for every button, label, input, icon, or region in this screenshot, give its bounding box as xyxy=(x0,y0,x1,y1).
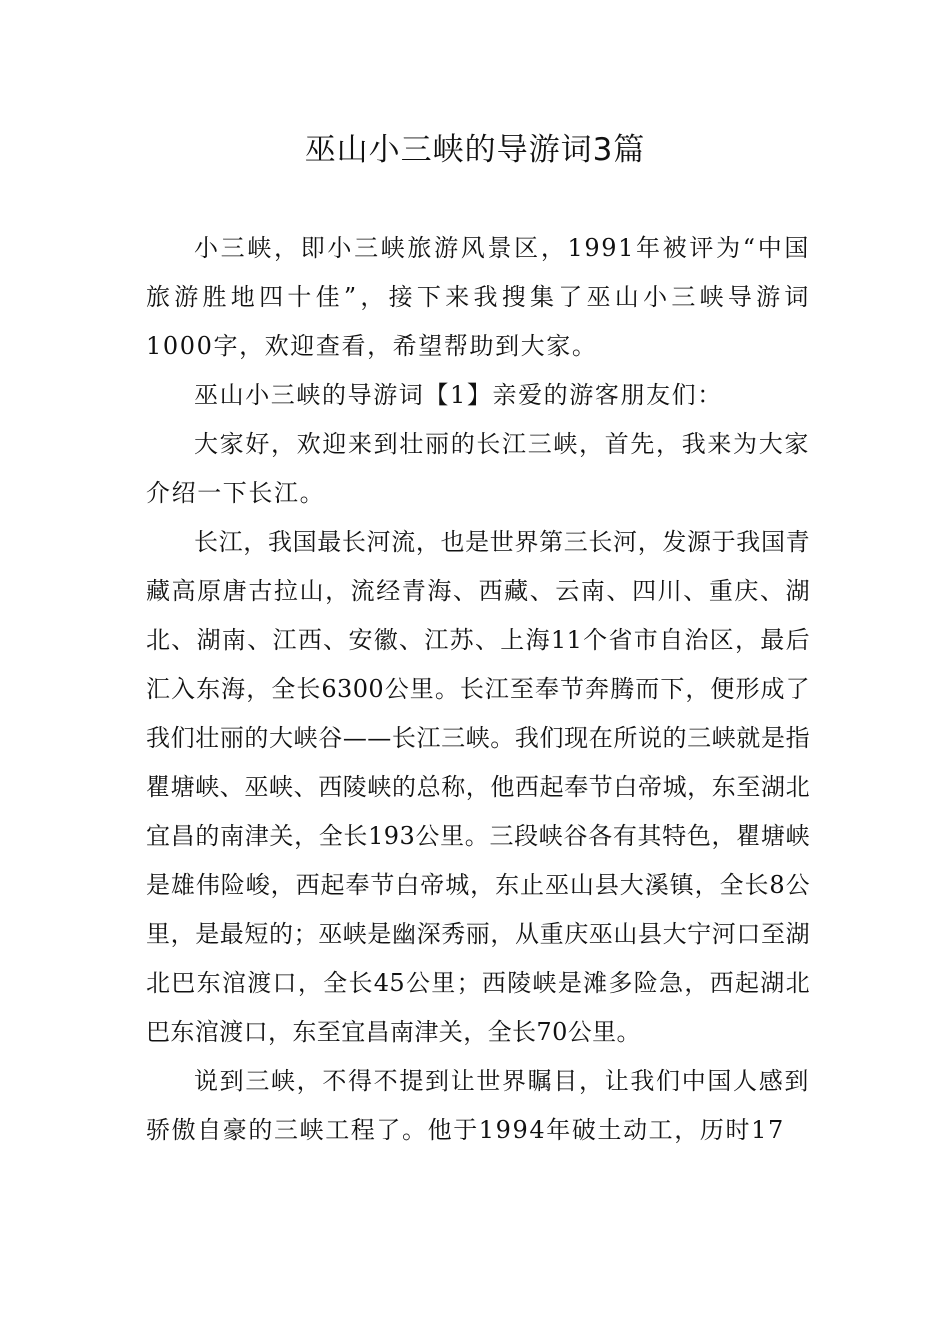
paragraph-intro: 小三峡，即小三峡旅游风景区，1991年被评为“中国旅游胜地四十佳”，接下来我搜集了巫山小三峡导游词1000字，欢迎查看，希望帮助到大家。 xyxy=(146,234,810,360)
document-title: 巫山小三峡的导游词3篇 xyxy=(304,132,646,168)
paragraph-section-heading: 巫山小三峡的导游词【1】亲爱的游客朋友们： xyxy=(194,381,723,409)
paragraph-yangtze: 长江，我国最长河流，也是世界第三长河，发源于我国青藏高原唐古拉山，流经青海、西藏、云南、四川、重庆、湖北、湖南、江西、安徽、江苏、上海11个省市自治区，最后汇入东海，全长6300公里。长江至奉节奔腾而下，便形成了我们壮丽的大峡谷——长江三峡。我们现在所说的三峡就是指瞿塘峡、巫峡、西陵峡的总称，他西起奉节白帝城，东至湖北宜昌的南津关，全长193公里。三段峡谷各有其特色，瞿塘峡是雄伟险峻，西起奉节白帝城，东止巫山县大溪镇，全长8公里，是最短的；巫峡是幽深秀丽，从重庆巫山县大宁河口至湖北巴东涫渡口，全长45公里；西陵峡是滩多险急，西起湖北巴东涫渡口，东至宜昌南津关，全长70公里。 xyxy=(146,528,810,1046)
paragraph-three-gorges-project: 说到三峡，不得不提到让世界瞩目，让我们中国人感到骄傲自豪的三峡工程了。他于1994年破土动工，历时17 xyxy=(146,1067,810,1144)
paragraph-greeting: 大家好，欢迎来到壮丽的长江三峡，首先，我来为大家介绍一下长江。 xyxy=(146,430,810,507)
document-body xyxy=(146,224,810,1155)
